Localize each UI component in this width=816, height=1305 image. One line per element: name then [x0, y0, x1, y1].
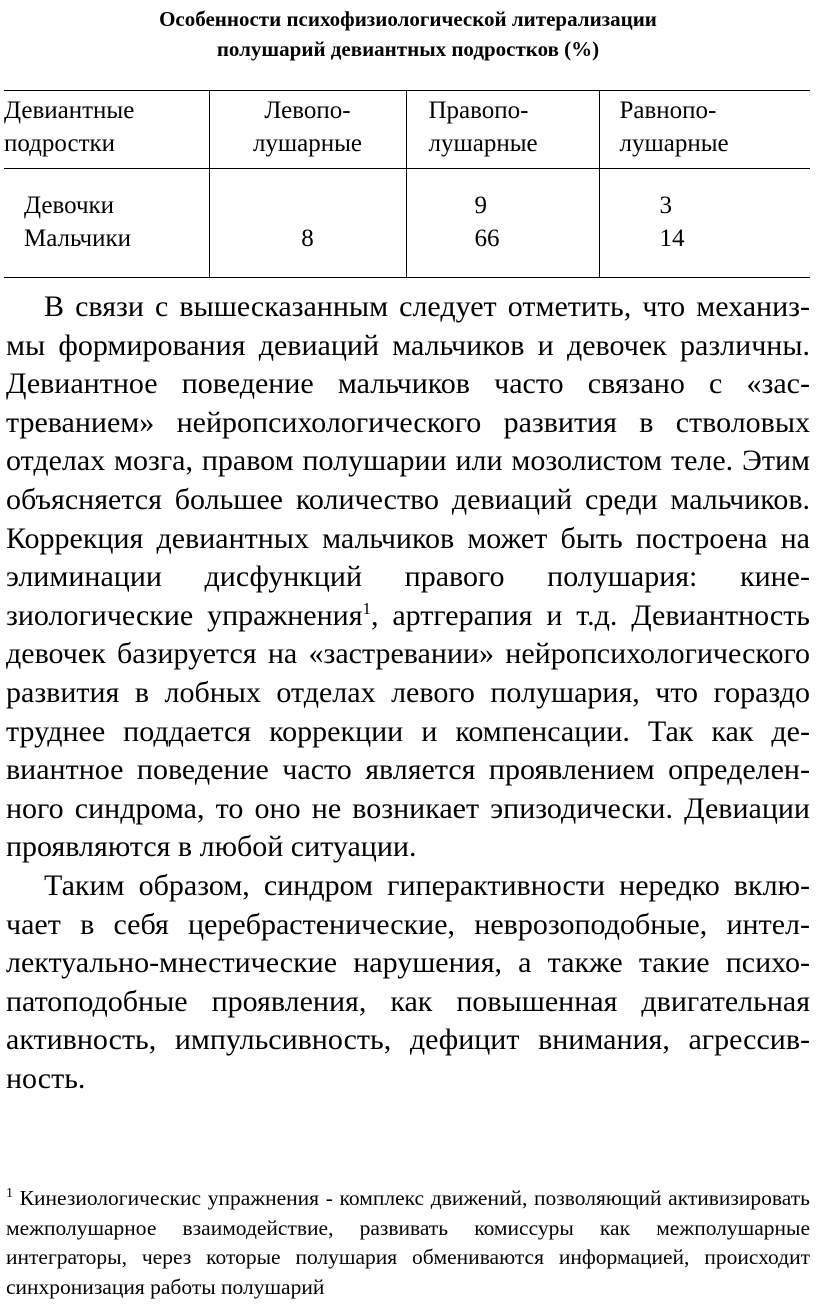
value-boys-right: 66 [474, 225, 500, 252]
value-boys-equal: 14 [659, 225, 685, 252]
paragraph-2: Таким образом, синдром гиперактивности нередко включает в себя церебрастенические, неврозоподобные, интеллектуально-мнестические нарушения, а также такие психопатоподобные проявления, как повышенная двигательная активность, импульсивность, дефицит внимания, агрессивность. [6, 868, 810, 1095]
equal-values-cell [599, 169, 810, 278]
header-cell-left [209, 91, 406, 169]
header-equal-line-2: лушарные [619, 130, 729, 157]
footnote [6, 1184, 810, 1302]
table-title-line-1: Особенности психофизиологической литерализации [159, 7, 657, 31]
header-left-line-1: Левопо- [264, 97, 351, 124]
header-left-line-2: лушарные [252, 130, 363, 157]
right-values-cell [406, 169, 599, 278]
row-label-boys: Мальчики [24, 225, 131, 252]
paragraph-1-part-2: , артгерапия и т.д. Девиантность девочек базируется на «застревании» нейропсихологического развития в лобных отделах левого полушария, что гораздо труднее поддается коррекции и компенсации. Так как девиантное поведение часто является проявлением определенного синдрома, то оно не возникает эпизодически. Девиации проявляются в любой ситуации. [6, 598, 810, 864]
footnote-mark: 1 [6, 1185, 13, 1201]
row-label-girls: Девочки [24, 192, 115, 219]
header-cell-equal [599, 91, 810, 169]
lateralization-table [4, 90, 810, 278]
table-title-line-2: полушарий девиантных подростков (%) [216, 37, 600, 61]
footnote-text: Кинезиологическис упражнения - комплекс движений, позволяющий активизировать межполушарное взаимодействие, развивать комиссуры как межполушарные интеграторы, через которые полушария обмениваются информацией, происходит синхронизация работы полушарий [6, 1186, 810, 1299]
body-text [6, 288, 810, 1098]
paragraph-1-part-1: В связи с вышесказанным следует отметить, что механизмы формирования девиаций мальчиков и девочек различны. Девиантное поведение мальчиков часто связано с «застреванием» нейропсихологического развития в стволовых отделах мозга, правом полушарии или мозолистом теле. Этим объясняется большее количество девиаций среди мальчиков. Коррекция девиантных мальчиков может быть построена на элиминации дисфункций правого полушария: кинезиологические упражнения [6, 290, 810, 632]
header-cell-right [406, 91, 599, 169]
left-values-cell [209, 169, 406, 278]
header-right-line-2: лушарные [428, 130, 538, 157]
value-girls-left [210, 189, 406, 222]
header-group-line-1: Девиантные [4, 97, 135, 124]
paragraph-1 [6, 288, 810, 867]
header-group-line-2: подростки [4, 130, 116, 157]
table-body-row [4, 169, 810, 278]
value-girls-equal: 3 [659, 192, 672, 219]
header-right-line-1: Правопо- [428, 97, 529, 124]
header-equal-line-1: Равнопо- [619, 97, 717, 124]
row-labels-cell [4, 169, 209, 278]
footnote-reference: 1 [362, 598, 371, 618]
header-cell-group [4, 91, 209, 169]
value-boys-left: 8 [301, 225, 314, 252]
table-title [0, 4, 816, 64]
table-header-row [4, 91, 810, 169]
value-girls-right: 9 [474, 192, 487, 219]
